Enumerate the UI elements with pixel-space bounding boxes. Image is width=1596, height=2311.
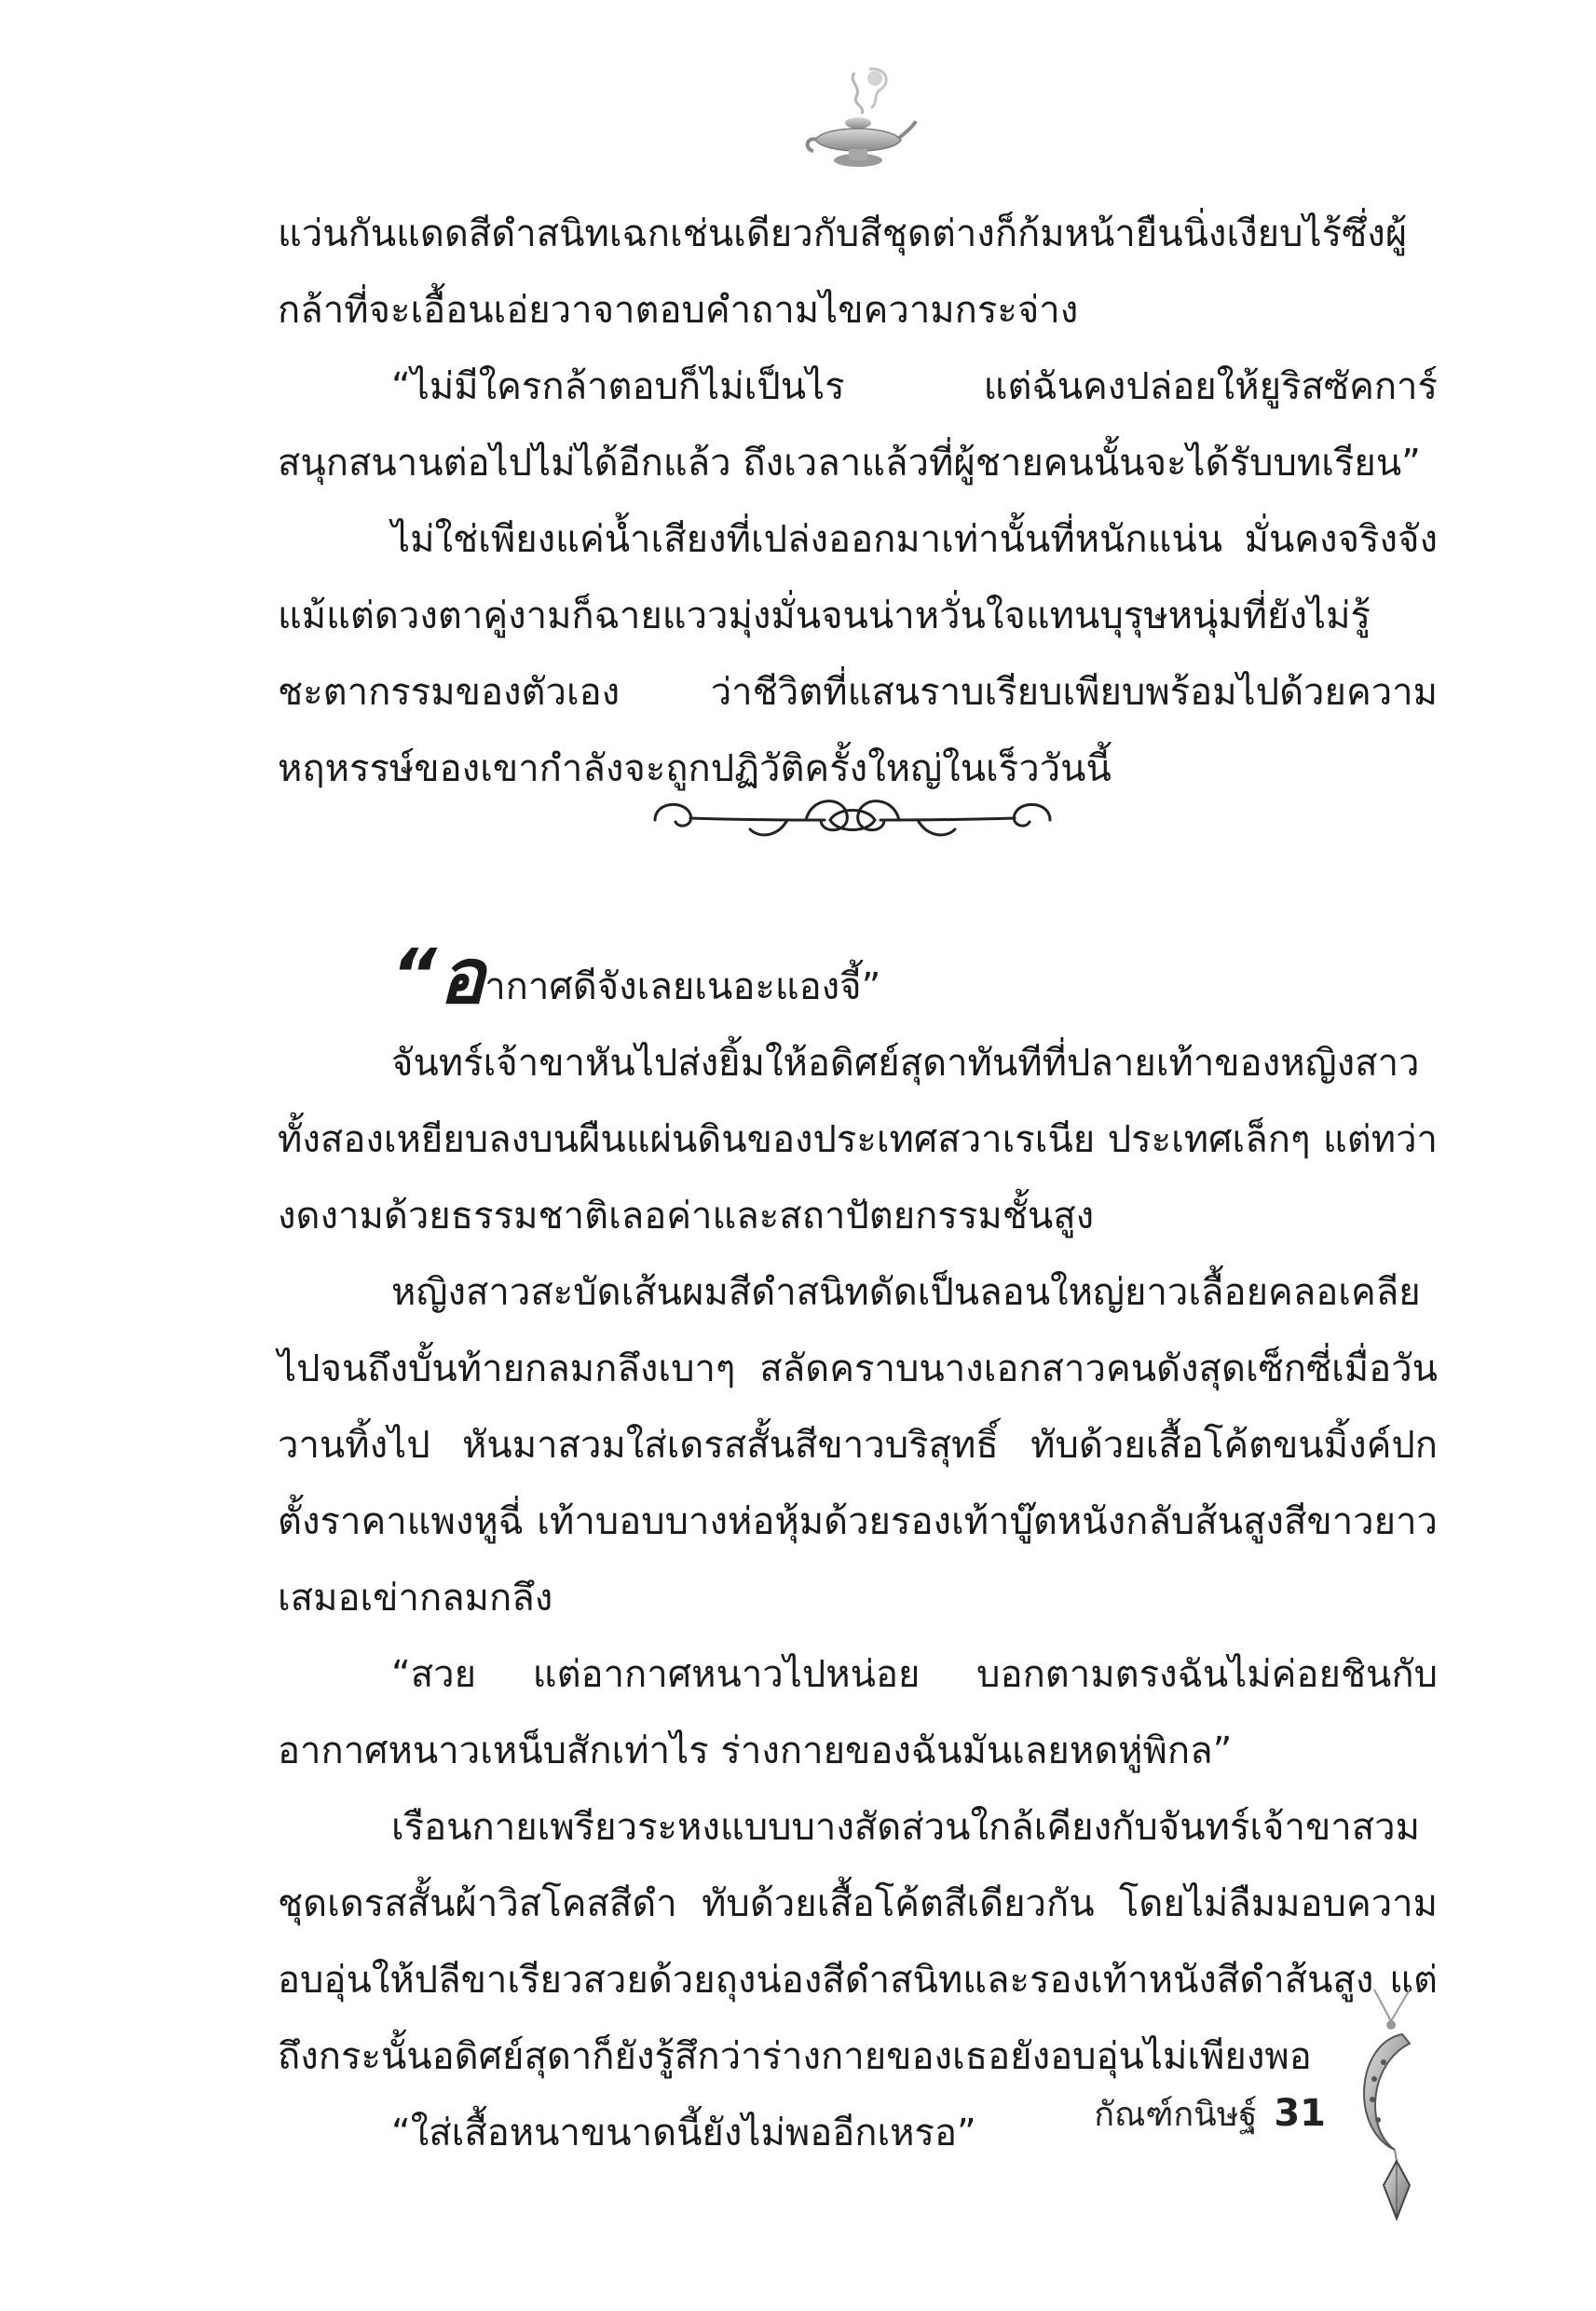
page-footer	[1094, 2087, 1326, 2140]
opening-rest: ากาศดีจังเลยเนอะแองจี้”	[484, 965, 881, 1008]
drop-cap: อ	[438, 933, 485, 1021]
text-section-bottom	[278, 933, 1438, 2171]
paragraph: จันทร์เจ้าขาหันไปส่งยิ้มให้อดิศย์สุดาทันทีที่ปลายเท้าของหญิงสาวทั้งสองเหยียบลงบนผืนแผ่นดินของประเทศสวาเรเนีย ประเทศเล็กๆ แต่ทว่างดงามด้วยธรรมชาติเลอค่าและสถาปัตยกรรมชั้นสูง	[278, 1042, 1438, 1238]
paragraph: “ใส่เสื้อหนาขนาดนี้ยังไม่พออีกเหรอ”	[391, 2112, 976, 2154]
page-number: 31	[1274, 2092, 1326, 2135]
author-name: กัณฑ์กนิษฐ์	[1094, 2096, 1258, 2134]
paragraph: “สวย แต่อากาศหนาวไปหน่อย บอกตามตรงฉันไม่ค่อยชินกับอากาศหนาวเหน็บสักเท่าไร ร่างกายของฉันมันเลยหดหู่พิกล”	[278, 1653, 1438, 1772]
paragraph: ไม่ใช่เพียงแค่น้ำเสียงที่เปล่งออกมาเท่านั้นที่หนักแน่น มั่นคงจริงจัง แม้แต่ดวงตาคู่งามก็ฉายแววมุ่งมั่นจนน่าหวั่นใจแทนบุรุษหนุ่มที่ยังไม่รู้ชะตากรรมของตัวเอง ว่าชีวิตที่แสนราบเรียบเพียบพร้อมไปด้วยความหฤหรรษ์ของเขากำลังจะถูกปฏิวัติครั้งใหญ่ในเร็ววันนี้	[278, 518, 1438, 790]
paragraph: “ไม่มีใครกล้าตอบก็ไม่เป็นไร แต่ฉันคงปล่อยให้ยูริสซัคการ์สนุกสนานต่อไปไม่ได้อีกแล้ว ถึงเวลาแล้วที่ผู้ชายคนนั้นจะได้รับบทเรียน”	[278, 365, 1438, 485]
paragraph: เรือนกายเพรียวระหงแบบบางสัดส่วนใกล้เคียงกับจันทร์เจ้าขาสวมชุดเดรสสั้นผ้าวิสโคสสีดำ ทับด้วยเสื้อโค้ตสีเดียวกัน โดยไม่ลืมมอบความอบอุ่นให้ปลีขาเรียวสวยด้วยถุงน่องสีดำสนิทและรองเท้าหนังสีดำส้นสูง แต่ถึงกระนั้นอดิศย์สุดาก็ยังรู้สึกว่าร่างกายของเธอยังอบอุ่นไม่เพียงพอ	[278, 1806, 1438, 2078]
flourish-ornament-icon	[648, 783, 1057, 857]
genie-lamp-icon	[797, 65, 918, 177]
chapter-opening-line	[278, 933, 1438, 1025]
crescent-moon-pendant-icon	[1337, 1990, 1439, 2232]
drop-quote-mark: “	[391, 933, 437, 1016]
paragraph: แว่นกันแดดสีดำสนิทเฉกเช่นเดียวกับสีชุดต่างก็ก้มหน้ายืนนิ่งเงียบไร้ซึ่งผู้กล้าที่จะเอื้อนเอ่ยวาจาตอบคำถามไขความกระจ่าง	[278, 212, 1408, 332]
text-section-top	[278, 196, 1438, 807]
paragraph: หญิงสาวสะบัดเส้นผมสีดำสนิทดัดเป็นลอนใหญ่ยาวเลื้อยคลอเคลียไปจนถึงบั้นท้ายกลมกลึงเบาๆ สลัดคราบนางเอกสาวคนดังสุดเซ็กซี่เมื่อวันวานทิ้งไป หันมาสวมใส่เดรสสั้นสีขาวบริสุทธิ์ ทับด้วยเสื้อโค้ตขนมิ้งค์ปกตั้งราคาแพงหูฉี่ เท้าบอบบางห่อหุ้มด้วยรองเท้าบู๊ตหนังกลับส้นสูงสีขาวยาวเสมอเข่ากลมกลึง	[278, 1271, 1438, 1620]
